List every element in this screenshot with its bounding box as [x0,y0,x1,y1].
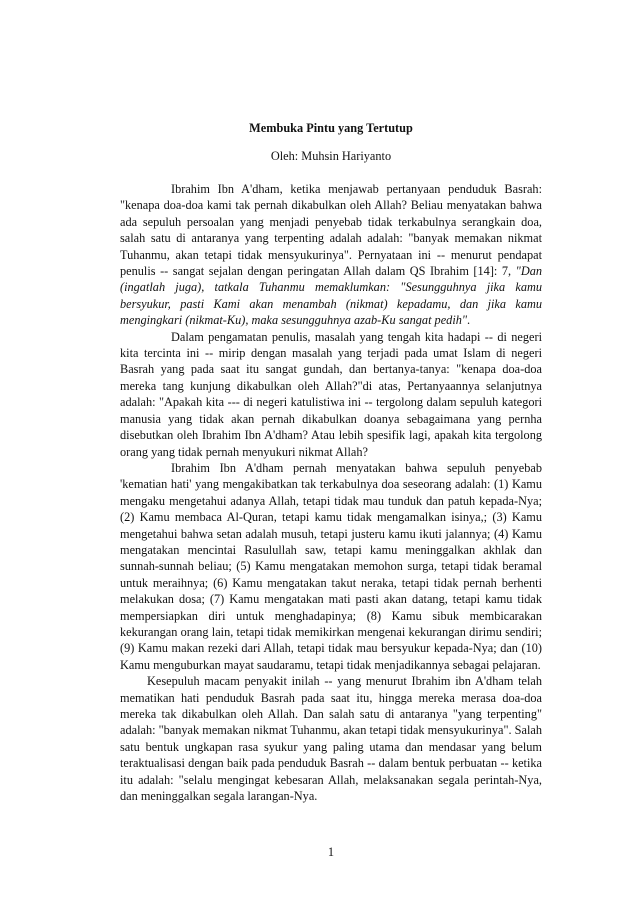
paragraph-3: Ibrahim Ibn A'dham pernah menyatakan bahwa sepuluh penyebab 'kematian hati' yang mengakibatkan tak terkabulnya doa seseorang adalah: (1) Kamu mengaku mengetahui adanya Allah, tetapi tidak mau tunduk dan patuh kepada-Nya; (2) Kamu membaca Al-Quran, tetapi kamu tidak mengamalkan isinya,; (3) Kamu mengetahui bahwa setan adalah musuh, tetapi justeru kamu ikuti jalannya; (4) Kamu mengatakan mencintai Rasulullah saw, tetapi kamu meninggalkan akhlak dan sunnah-sunnah beliau; (5) Kamu mengatakan memohon surga, tetapi tidak beramal untuk meraihnya; (6) Kamu mengatakan takut neraka, tetapi tidak pernah berhenti melakukan dosa; (7) Kamu mengatakan mati pasti akan datang, tetapi kamu tidak mempersiapkan diri untuk menghadapinya; (8) Kamu sibuk membicarakan kekurangan orang lain, tetapi tidak memikirkan mengenai kekurangan dirimu sendiri; (9) Kamu makan rezeki dari Allah, tetapi tidak mau bersyukur kepada-Nya; dan (10) Kamu menguburkan mayat saudaramu, tetapi tidak menjadikannya sebagai pelajaran. [120,460,542,672]
paragraph-1-text: Ibrahim Ibn A'dham, ketika menjawab pertanyaan penduduk Basrah: "kenapa doa-doa kami tak pernah dikabulkan oleh Allah? Beliau menyatakan bahwa ada sepuluh persoalan yang menjadi penyebab tidak terkabulnya serangkain doa, salah satu di antaranya yang terpenting adalah adalah: "banyak memakan nikmat Tuhanmu, akan tetapi tidak mensyukurinya". Pernyataan ini -- menurut pendapat penulis -- sangat sejalan dengan peringatan Allah dalam QS Ibrahim [14]: 7, [120,182,542,279]
document-body [120,181,542,804]
quran-quote: "Dan (ingatlah juga), tatkala Tuhanmu memaklumkan: "Sesungguhnya jika kamu bersyukur, pasti Kami akan menambah (nikmat) kepadamu, dan jika kamu mengingkari (nikmat-Ku), maka sesungguhnya azab-Ku sangat pedih" [120,264,542,328]
paragraph-2: Dalam pengamatan penulis, masalah yang tengah kita hadapi -- di negeri kita tercinta ini -- mirip dengan masalah yang terjadi pada umat Islam di negeri Basrah yang pada saat itu sangat gundah, dan bertanya-tanya: "kenapa doa-doa mereka tang kunjung dikabulkan oleh Allah?"di atas, Pertanyaannya selanjutnya adalah: "Apakah kita --- di negeri katulistiwa ini -- tergolong dalam sepuluh kategori manusia yang tidak akan pernah dikabulkan doanya sebagaimana yang pernha disebutkan oleh Ibrahim Ibn A'dham? Atau lebih spesifik lagi, apakah kita tergolong orang yang tidak pernah menyukuri nikmat Allah? [120,329,542,459]
page-number: 1 [327,845,335,859]
document-page [120,0,542,903]
paragraph-1-end: . [467,313,471,328]
paragraph-1 [120,181,542,329]
document-author: Oleh: Muhsin Hariyanto [270,149,392,163]
document-title: Membuka Pintu yang Tertutup [249,121,413,135]
paragraph-4: Kesepuluh macam penyakit inilah -- yang menurut Ibrahim ibn A'dham telah mematikan hati penduduk Basrah pada saat itu, hingga mereka merasa doa-doa mereka tak dikabulkan oleh Allah. Dan salah satu di antaranya "yang terpenting" adalah: "banyak memakan nikmat Tuhanmu, akan tetapi tidak mensyukurinya". Salah satu bentuk ungkapan rasa syukur yang paling utama dan mendasar yang belum teraktualisasi dengan baik pada penduduk Basrah -- dalam bentuk perbuatan -- ketika itu adalah: "selalu mengingat kebesaran Allah, melaksanakan segala perintah-Nya, dan meninggalkan segala larangan-Nya. [120,674,542,804]
